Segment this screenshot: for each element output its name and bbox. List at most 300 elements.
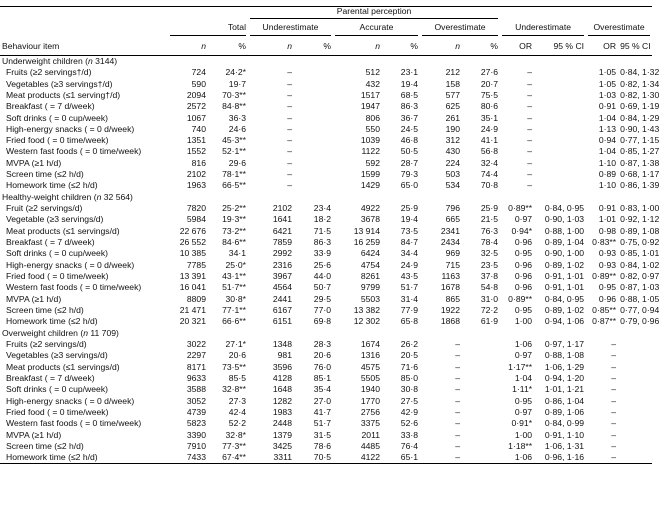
table-cell — [462, 418, 500, 429]
table-cell: 1·18** — [508, 441, 533, 452]
table-cell: 0·94 — [598, 135, 617, 146]
table-cell: 0·85, 1·27 — [620, 146, 659, 157]
table-cell — [618, 441, 652, 452]
table-cell: 51·7 — [313, 418, 331, 429]
table-cell: – — [287, 169, 292, 180]
table-cell: – — [611, 395, 617, 406]
col-or: OR — [500, 39, 534, 56]
table-cell: – — [527, 78, 533, 89]
table-cell: – — [527, 123, 533, 134]
table-cell: – — [527, 169, 533, 180]
table-cell: 77·9 — [400, 305, 418, 316]
table-body — [0, 56, 659, 464]
table-cell: 10 385 — [179, 248, 206, 259]
table-cell: 25·6 — [313, 259, 331, 270]
table-cell: 32·8* — [225, 429, 246, 440]
table-cell: 41·1 — [480, 135, 499, 146]
table-cell: 20·6 — [313, 350, 331, 361]
table-cell: 23·1 — [400, 67, 418, 78]
table-row — [0, 89, 652, 100]
table-cell: 80·6 — [480, 101, 499, 112]
table-cell: 1517 — [360, 89, 380, 100]
table-cell: 312 — [445, 135, 460, 146]
table-row — [0, 101, 652, 112]
table-cell: 0·88, 1·05 — [620, 293, 659, 304]
table-cell: 2756 — [360, 407, 380, 418]
table-cell: 28·3 — [313, 339, 331, 350]
table-cell: 30·8 — [400, 384, 418, 395]
table-cell: – — [455, 361, 460, 372]
table-cell — [462, 373, 500, 384]
table-cell: 21 471 — [179, 305, 206, 316]
table-cell: – — [611, 339, 617, 350]
behaviour-item-label: Breakfast ( = 7 d/week) — [6, 237, 95, 248]
behaviour-item-label: Screen time (≤2 h/d) — [6, 441, 84, 452]
behaviour-item-label: High-energy snacks ( = 0 d/week) — [6, 259, 135, 270]
table-cell: 0·91, 1·01 — [544, 282, 585, 293]
table-cell: 1122 — [361, 146, 380, 157]
table-row — [0, 225, 652, 236]
table-cell — [534, 135, 586, 146]
section-title: Underweight children (n 3144) — [2, 56, 118, 67]
table-cell — [462, 452, 500, 463]
table-cell: 84·7 — [400, 237, 418, 248]
table-cell: 1379 — [272, 429, 292, 440]
table-cell: 0·96, 1·16 — [534, 452, 586, 463]
table-cell: 78·6 — [313, 441, 331, 452]
table-cell: 84·8** — [222, 101, 246, 112]
table-cell: 37·8 — [480, 271, 499, 282]
table-cell: 0·95 — [514, 395, 533, 406]
table-cell — [618, 361, 652, 372]
table-cell: 73·2** — [222, 225, 246, 236]
table-cell: 0·97, 1·17 — [544, 339, 585, 350]
behaviour-item-label: Fried food ( = 0 time/week) — [6, 407, 109, 418]
table-cell: 0·89** — [508, 203, 533, 214]
table-cell — [294, 169, 333, 180]
parental-perception-label: Parental perception — [250, 7, 498, 19]
table-cell: 0·97 — [514, 350, 533, 361]
table-cell — [294, 180, 333, 191]
table-cell: 3311 — [248, 452, 294, 463]
table-cell: 1·00 — [514, 429, 533, 440]
table-cell: 0·96 — [514, 271, 533, 282]
table-cell: 1·10 — [598, 157, 617, 168]
table-cell: 724 — [191, 67, 206, 78]
table-cell — [618, 418, 652, 429]
col-ci: 95 % CI — [534, 39, 586, 56]
table-cell: 2992 — [272, 248, 292, 259]
table-cell: 625 — [445, 101, 460, 112]
behaviour-item-label: Homework time (≤2 h/d) — [6, 316, 98, 327]
table-cell: 29·5 — [313, 293, 331, 304]
table-cell: 25·2** — [222, 203, 246, 214]
table-cell: 0·91* — [511, 418, 533, 429]
table-cell: 740 — [191, 123, 206, 134]
table-cell: 7820 — [186, 203, 206, 214]
table-cell: 0·83** — [592, 237, 617, 248]
table-cell: 77·3** — [222, 441, 246, 452]
table-row — [0, 237, 652, 248]
table-cell: 0·84, 0·95 — [544, 203, 585, 214]
table-cell: 74·4 — [480, 169, 499, 180]
table-cell: 1·06, 1·29 — [544, 361, 585, 372]
behaviour-item-label: Meat products (≤1 servings/d) — [6, 225, 120, 236]
table-cell: 5823 — [186, 418, 206, 429]
table-cell — [462, 339, 500, 350]
table-cell: 31·0 — [480, 293, 499, 304]
table-cell: 6421 — [272, 225, 292, 236]
table-cell: – — [455, 441, 460, 452]
table-cell: 0·90, 1·43 — [620, 123, 659, 134]
table-cell — [618, 452, 652, 463]
table-cell: – — [611, 361, 617, 372]
table-row — [0, 339, 652, 350]
table-row — [0, 395, 652, 406]
table-cell: 0·84, 1·29 — [620, 112, 659, 123]
table-cell: 2297 — [186, 350, 206, 361]
table-cell: – — [527, 67, 533, 78]
table-cell: 2011 — [361, 429, 380, 440]
table-row — [0, 157, 652, 168]
table-cell: – — [455, 350, 460, 361]
table-cell: 5984 — [186, 214, 206, 225]
table-cell: 26 552 — [179, 237, 206, 248]
table-cell: 85·1 — [313, 373, 331, 384]
table-cell: – — [527, 89, 533, 100]
table-cell: 0·91 — [598, 203, 617, 214]
table-cell: 67·4** — [208, 452, 248, 463]
table-cell: 5503 — [360, 293, 380, 304]
table-cell: 1983 — [272, 407, 292, 418]
table-cell — [462, 350, 500, 361]
table-cell: – — [455, 384, 460, 395]
table-cell: – — [287, 89, 292, 100]
table-cell: 7910 — [186, 441, 206, 452]
table-cell: 8261 — [360, 271, 380, 282]
table-cell — [294, 112, 333, 123]
table-row — [0, 146, 652, 157]
table-cell: 23·5 — [480, 259, 499, 270]
table-cell — [618, 339, 652, 350]
table-cell: 4122 — [333, 452, 382, 463]
section-title: Healthy-weight children (n 32 564) — [2, 191, 133, 202]
behaviour-item-label: Fruits (≥2 servings/d) — [6, 339, 87, 350]
table-cell: 24·9 — [480, 123, 499, 134]
table-cell: – — [527, 146, 533, 157]
col-pct: % — [462, 39, 500, 56]
table-cell: 1678 — [440, 282, 460, 293]
table-cell: 503 — [445, 169, 460, 180]
table-cell: 969 — [445, 248, 460, 259]
table-cell: 0·84, 1·32 — [620, 67, 659, 78]
table-cell: 30·8* — [225, 293, 246, 304]
table-cell: 1·05 — [598, 78, 617, 89]
table-row — [0, 271, 652, 282]
table-cell: 1947 — [360, 101, 380, 112]
table-cell: 86·3 — [313, 237, 331, 248]
table-cell: 0·89, 1·04 — [544, 237, 585, 248]
table-cell: – — [611, 384, 617, 395]
table-cell — [294, 157, 333, 168]
table-cell — [534, 169, 586, 180]
table-cell: 42·9 — [400, 407, 418, 418]
table-cell: 20·7 — [480, 78, 499, 89]
section-title-row — [0, 191, 652, 202]
group-accurate: Accurate — [335, 23, 418, 36]
table-cell: – — [287, 67, 292, 78]
table-cell: 981 — [277, 350, 292, 361]
table-cell: – — [455, 429, 460, 440]
table-cell: 0·90, 1·00 — [544, 248, 585, 259]
table-cell: 36·7 — [400, 112, 418, 123]
table-cell: 1·06 — [514, 339, 533, 350]
table-cell: 1·01, 1·21 — [544, 384, 585, 395]
table-row — [0, 407, 652, 418]
table-cell: 1599 — [360, 169, 380, 180]
table-cell — [534, 146, 586, 157]
table-cell: 34·4 — [400, 248, 418, 259]
table-cell: 44·0 — [313, 271, 331, 282]
table-cell: 0·94* — [511, 225, 533, 236]
table-row — [0, 316, 652, 327]
table-cell: 816 — [191, 157, 206, 168]
table-cell: 2102 — [272, 203, 292, 214]
table-cell: 79·3 — [400, 169, 418, 180]
table-cell: 0·95 — [514, 305, 533, 316]
table-cell: 73·5** — [222, 361, 246, 372]
table-cell: – — [611, 418, 617, 429]
table-cell — [618, 373, 652, 384]
table-cell: 8171 — [186, 361, 206, 372]
table-cell: 0·93 — [598, 248, 617, 259]
header-row-sub — [0, 39, 652, 56]
table-cell: 50·7 — [313, 282, 331, 293]
behaviour-item-label: Fried food ( = 0 time/week) — [6, 135, 109, 146]
table-cell: 45·3** — [222, 135, 246, 146]
table-cell: – — [527, 112, 533, 123]
table-cell: 65·8 — [400, 316, 418, 327]
table-cell: 1·13 — [598, 123, 617, 134]
table-row — [0, 441, 652, 452]
table-row — [0, 452, 652, 463]
table-cell: – — [287, 78, 292, 89]
table-cell: 0·89** — [508, 293, 533, 304]
section-title-row — [0, 56, 652, 67]
table-cell: 84·6** — [222, 237, 246, 248]
table-cell: 224 — [445, 157, 460, 168]
table-cell: 27·3 — [228, 395, 246, 406]
table-cell: 158 — [445, 78, 460, 89]
table-row — [0, 214, 652, 225]
table-row — [0, 293, 652, 304]
table-cell: – — [287, 101, 292, 112]
table-cell: 19·3** — [222, 214, 246, 225]
table-row — [0, 180, 652, 191]
table-cell — [294, 78, 333, 89]
table-cell — [618, 350, 652, 361]
table-cell: 0·89** — [592, 271, 617, 282]
table-row — [0, 259, 652, 270]
table-cell — [534, 112, 586, 123]
table-cell: 1·01 — [598, 214, 617, 225]
table-cell: 52·6 — [400, 418, 418, 429]
group-or-underestimate: Underestimate — [502, 23, 584, 36]
table-cell: 25·9 — [400, 203, 418, 214]
table-cell: 33·9 — [313, 248, 331, 259]
table-cell: 66·5** — [222, 180, 246, 191]
table-cell: 1·04 — [598, 146, 617, 157]
table-cell: 190 — [445, 123, 460, 134]
behaviour-item-label: Vegetables (≥3 servings/d) — [6, 350, 108, 361]
table-cell: – — [287, 135, 292, 146]
table-cell: 70·5 — [294, 452, 333, 463]
table-cell: 42·4 — [228, 407, 246, 418]
table-cell: 2316 — [272, 259, 292, 270]
table-cell: 1·06 — [500, 452, 534, 463]
table-cell — [462, 429, 500, 440]
table-cell: 1·04 — [514, 373, 533, 384]
table-cell: 2102 — [186, 169, 206, 180]
table-cell: 0·84, 0·95 — [544, 293, 585, 304]
behaviour-item-label: Meat products (≤1 servings/d) — [6, 361, 120, 372]
table-cell: 0·95 — [598, 282, 617, 293]
table-cell: 9633 — [186, 373, 206, 384]
table-cell: 577 — [445, 89, 460, 100]
table-cell: 3588 — [186, 384, 206, 395]
behaviour-item-label: Soft drinks ( = 0 cup/week) — [6, 112, 108, 123]
table-cell: 4922 — [360, 203, 380, 214]
table-cell: 75·5 — [480, 89, 499, 100]
table-cell: 0·77, 1·15 — [620, 135, 659, 146]
group-underestimate: Underestimate — [250, 23, 331, 36]
table-cell: 432 — [365, 78, 380, 89]
table-cell: 32·5 — [480, 248, 499, 259]
table-cell: 27·5 — [400, 395, 418, 406]
table-cell: 0·86, 1·04 — [544, 395, 585, 406]
table-cell: 35·1 — [480, 112, 499, 123]
table-cell: 76·4 — [400, 441, 418, 452]
behaviour-table — [0, 6, 659, 464]
table-cell: 0·96 — [514, 259, 533, 270]
table-cell: 66·6** — [222, 316, 246, 327]
table-cell: 1163 — [441, 271, 460, 282]
table-cell: 0·84, 0·99 — [544, 418, 585, 429]
table-cell: 52·2 — [228, 418, 246, 429]
table-cell: 4128 — [272, 373, 292, 384]
table-cell: 0·91, 1·01 — [544, 271, 585, 282]
col-ci: 95 % CI — [618, 39, 652, 56]
table-cell: 36·3 — [228, 112, 246, 123]
table-cell: 0·88, 1·08 — [544, 350, 585, 361]
table-cell: 0·89, 1·06 — [544, 407, 585, 418]
table-cell: 46·8 — [400, 135, 418, 146]
table-cell: 0·91, 1·10 — [544, 429, 585, 440]
table-cell: 85·5 — [228, 373, 246, 384]
table-cell: 0·75, 0·92 — [620, 237, 659, 248]
table-cell: – — [586, 452, 618, 463]
table-cell: 2448 — [272, 418, 292, 429]
table-cell: 1282 — [272, 395, 292, 406]
table-cell: 3425 — [272, 441, 292, 452]
table-cell: 1·05 — [598, 67, 617, 78]
table-cell: 3375 — [360, 418, 380, 429]
table-row — [0, 169, 652, 180]
table-cell: 0·97 — [514, 214, 533, 225]
table-cell: – — [527, 101, 533, 112]
table-cell: 9799 — [360, 282, 380, 293]
table-cell: 512 — [365, 67, 380, 78]
table-row — [0, 78, 652, 89]
table-row — [0, 248, 652, 259]
behaviour-item-label: Breakfast ( = 7 d/week) — [6, 101, 95, 112]
table-cell: 2094 — [186, 89, 206, 100]
table-cell: 0·88, 1·00 — [544, 225, 585, 236]
table-cell: 0·92, 1·12 — [620, 214, 659, 225]
table-cell — [294, 123, 333, 134]
table-row — [0, 384, 652, 395]
table-cell — [534, 157, 586, 168]
table-cell: 261 — [445, 112, 460, 123]
table-cell: – — [287, 180, 292, 191]
table-cell: 86·3 — [400, 101, 418, 112]
table-cell: 7433 — [163, 452, 208, 463]
table-cell: – — [455, 373, 460, 384]
table-cell: 4485 — [360, 441, 380, 452]
table-cell: 76·0 — [313, 361, 331, 372]
table-cell — [534, 101, 586, 112]
table-cell — [534, 123, 586, 134]
behaviour-item-label: Western fast foods ( = 0 time/week) — [6, 282, 142, 293]
table-cell: 21·5 — [480, 214, 499, 225]
behaviour-item-label: Breakfast ( = 7 d/week) — [6, 373, 95, 384]
table-cell: 76·3 — [480, 225, 499, 236]
table-cell: 1039 — [360, 135, 380, 146]
table-cell: 50·5 — [400, 146, 418, 157]
table-cell: 3678 — [360, 214, 380, 225]
table-cell: 24·9 — [400, 259, 418, 270]
table-cell: 0·87, 1·38 — [620, 157, 659, 168]
behaviour-item-label: Meat products (≤1 serving†/d) — [6, 89, 121, 100]
table-cell — [294, 146, 333, 157]
col-n: n — [420, 39, 462, 56]
table-cell — [462, 395, 500, 406]
table-cell — [294, 135, 333, 146]
table-row — [0, 305, 652, 316]
table-cell — [294, 89, 333, 100]
table-cell: 43·1** — [222, 271, 246, 282]
table-cell — [462, 441, 500, 452]
behaviour-item-label: Homework time (≤2 h/d) — [6, 180, 98, 191]
table-cell: 33·8 — [400, 429, 418, 440]
table-cell: 1·03 — [598, 89, 617, 100]
table-cell: 51·7** — [222, 282, 246, 293]
table-cell: – — [611, 429, 617, 440]
table-cell: 4564 — [272, 282, 292, 293]
table-cell: 27·6 — [480, 67, 499, 78]
table-cell: 77·0 — [313, 305, 331, 316]
group-or-overestimate: Overestimate — [588, 23, 650, 36]
table-cell: 0·89, 1·02 — [544, 305, 585, 316]
table-cell: 3967 — [272, 271, 292, 282]
col-pct: % — [382, 39, 420, 56]
table-cell: 27·0 — [313, 395, 331, 406]
table-cell — [618, 384, 652, 395]
behaviour-item-label: Soft drinks ( = 0 cup/week) — [6, 384, 108, 395]
table-cell: 54·8 — [480, 282, 499, 293]
table-cell: 6424 — [360, 248, 380, 259]
table-cell: 6167 — [272, 305, 292, 316]
